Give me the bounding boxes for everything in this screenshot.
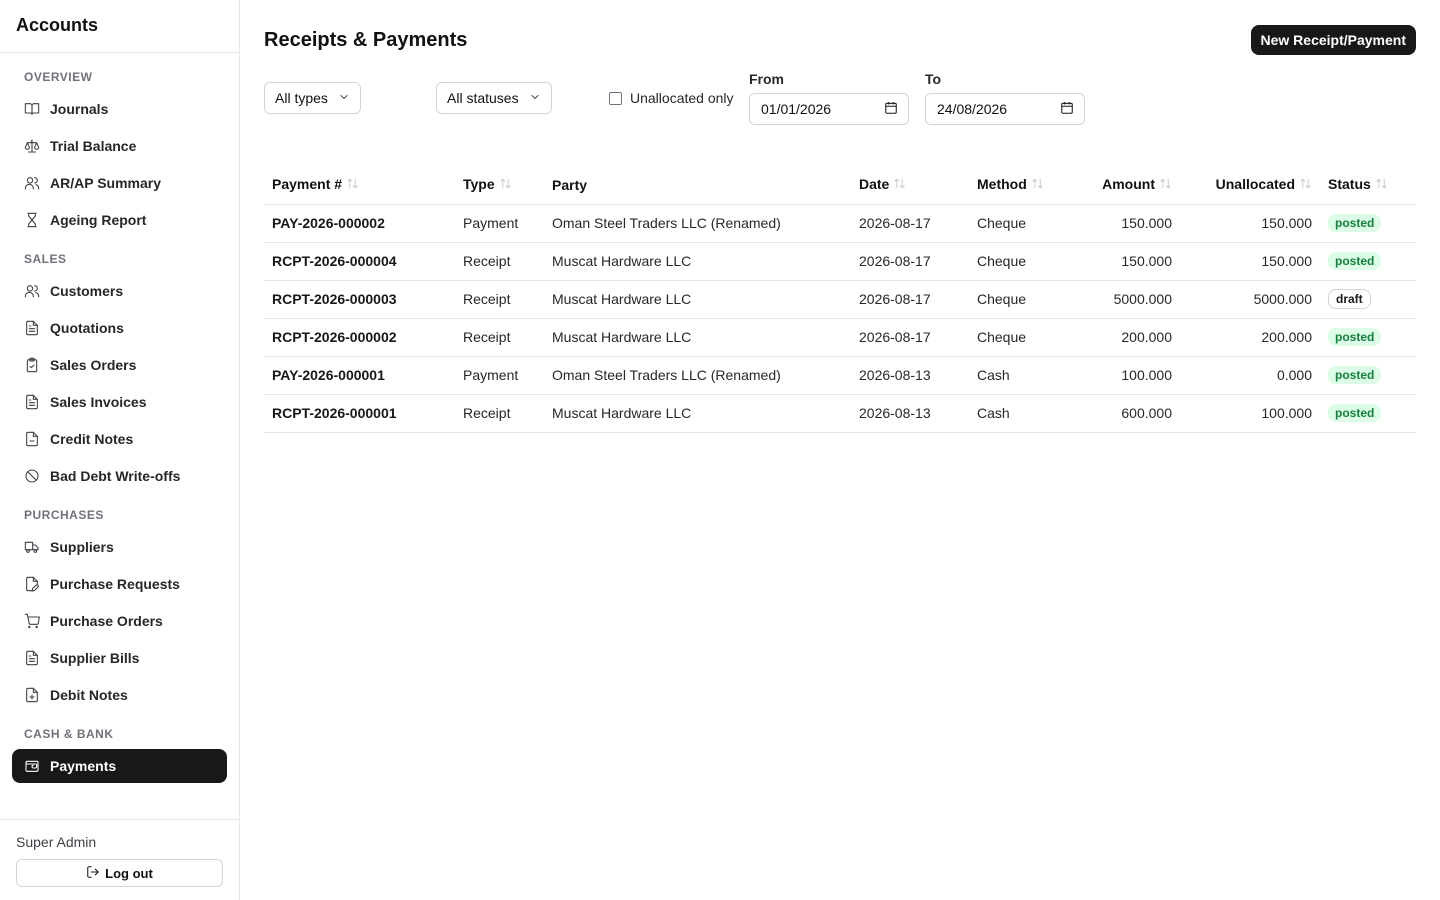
status-cell bbox=[1320, 242, 1416, 280]
sidebar-item-label: Suppliers bbox=[50, 539, 114, 555]
sort-icon[interactable] bbox=[1375, 177, 1388, 193]
from-date-value: 01/01/2026 bbox=[761, 101, 832, 117]
table-header-row bbox=[264, 166, 1416, 204]
status-badge: posted bbox=[1328, 404, 1381, 422]
column-header-label: Status bbox=[1328, 176, 1371, 193]
sidebar-nav bbox=[0, 53, 239, 819]
cell-unallocated: 5000.000 bbox=[1180, 280, 1320, 318]
column-header-party[interactable] bbox=[544, 166, 851, 204]
cell-date: 2026-08-17 bbox=[851, 242, 969, 280]
chevron-down-icon bbox=[338, 90, 350, 106]
from-date-input[interactable] bbox=[749, 93, 909, 125]
cell-payment[interactable]: PAY-2026-000001 bbox=[264, 356, 455, 394]
cell-method: Cash bbox=[969, 394, 1074, 432]
cell-type: Payment bbox=[455, 356, 544, 394]
cell-amount: 150.000 bbox=[1074, 204, 1180, 242]
sidebar-item-label: Payments bbox=[50, 758, 117, 774]
sidebar-item-label: Journals bbox=[50, 101, 109, 117]
sidebar-item-label: Sales Invoices bbox=[50, 394, 147, 410]
sidebar-item-trial-balance[interactable] bbox=[12, 129, 227, 163]
book-icon bbox=[24, 101, 40, 117]
sidebar-item-suppliers[interactable] bbox=[12, 530, 227, 564]
column-header-status[interactable] bbox=[1320, 166, 1416, 204]
table-row[interactable] bbox=[264, 242, 1416, 280]
column-header-method[interactable] bbox=[969, 166, 1074, 204]
cell-amount: 100.000 bbox=[1074, 356, 1180, 394]
sidebar-item-label: Sales Orders bbox=[50, 357, 137, 373]
nav-section-cash-bank bbox=[12, 718, 227, 783]
cell-unallocated: 0.000 bbox=[1180, 356, 1320, 394]
file-text-icon bbox=[24, 394, 40, 410]
sort-icon[interactable] bbox=[893, 177, 906, 193]
wallet-icon bbox=[24, 758, 40, 774]
type-filter-value: All types bbox=[275, 90, 328, 106]
status-cell bbox=[1320, 318, 1416, 356]
from-date-field bbox=[749, 71, 909, 125]
cell-date: 2026-08-13 bbox=[851, 394, 969, 432]
table-row[interactable] bbox=[264, 318, 1416, 356]
column-header-label: Payment # bbox=[272, 176, 343, 193]
sidebar-item-label: Ageing Report bbox=[50, 212, 147, 228]
column-header-date[interactable] bbox=[851, 166, 969, 204]
file-text-icon bbox=[24, 650, 40, 666]
column-header-unallocated[interactable] bbox=[1180, 166, 1320, 204]
cell-payment[interactable]: RCPT-2026-000003 bbox=[264, 280, 455, 318]
sidebar-item-purchase-requests[interactable] bbox=[12, 567, 227, 601]
table-row[interactable] bbox=[264, 280, 1416, 318]
cell-party: Muscat Hardware LLC bbox=[544, 318, 851, 356]
cell-unallocated: 150.000 bbox=[1180, 204, 1320, 242]
sidebar-item-journals[interactable] bbox=[12, 92, 227, 126]
sidebar-item-label: Quotations bbox=[50, 320, 124, 336]
status-cell bbox=[1320, 356, 1416, 394]
sidebar-item-customers[interactable] bbox=[12, 274, 227, 308]
sidebar-item-label: Purchase Requests bbox=[50, 576, 180, 592]
cell-unallocated: 150.000 bbox=[1180, 242, 1320, 280]
sidebar-footer bbox=[0, 819, 239, 900]
sort-icon[interactable] bbox=[1299, 177, 1312, 193]
sidebar-item-label: Credit Notes bbox=[50, 431, 134, 447]
status-badge: posted bbox=[1328, 366, 1381, 384]
file-text-icon bbox=[24, 320, 40, 336]
to-date-field bbox=[925, 71, 1085, 125]
app-title: Accounts bbox=[0, 0, 239, 53]
filters-bar bbox=[264, 68, 1416, 148]
nav-section-title: SALES bbox=[24, 252, 67, 266]
to-date-label: To bbox=[925, 71, 942, 87]
nav-section-title: CASH & BANK bbox=[24, 727, 114, 741]
cell-payment[interactable]: RCPT-2026-000001 bbox=[264, 394, 455, 432]
sidebar-item-debit-notes[interactable] bbox=[12, 678, 227, 712]
status-filter-select[interactable] bbox=[436, 82, 552, 114]
sidebar-item-label: Supplier Bills bbox=[50, 650, 140, 666]
sidebar-item-label: Trial Balance bbox=[50, 138, 137, 154]
table-row[interactable] bbox=[264, 204, 1416, 242]
page-header bbox=[264, 25, 1416, 55]
cell-type: Receipt bbox=[455, 280, 544, 318]
payments-table bbox=[264, 166, 1416, 433]
cell-party: Oman Steel Traders LLC (Renamed) bbox=[544, 204, 851, 242]
main-content bbox=[240, 0, 1440, 900]
logout-label: Log out bbox=[105, 865, 153, 881]
status-badge: posted bbox=[1328, 214, 1381, 232]
status-badge: posted bbox=[1328, 328, 1381, 346]
users-icon bbox=[24, 175, 40, 191]
unallocated-only-checkbox[interactable] bbox=[609, 92, 622, 105]
table-row[interactable] bbox=[264, 394, 1416, 432]
to-date-input[interactable] bbox=[925, 93, 1085, 125]
cell-unallocated: 200.000 bbox=[1180, 318, 1320, 356]
sidebar-item-credit-notes[interactable] bbox=[12, 422, 227, 456]
nav-section-purchases bbox=[12, 499, 227, 712]
type-filter-select[interactable] bbox=[264, 82, 361, 114]
column-header-label: Date bbox=[859, 176, 890, 193]
unallocated-only-filter bbox=[609, 90, 734, 106]
sidebar-item-payments[interactable] bbox=[12, 749, 227, 783]
sort-icon[interactable] bbox=[346, 177, 359, 193]
cell-party: Oman Steel Traders LLC (Renamed) bbox=[544, 356, 851, 394]
to-date-value: 24/08/2026 bbox=[937, 101, 1008, 117]
from-date-label: From bbox=[749, 71, 784, 87]
sidebar-item-label: Bad Debt Write-offs bbox=[50, 468, 181, 484]
status-cell bbox=[1320, 280, 1416, 318]
table-body bbox=[264, 204, 1416, 432]
column-header-label: Amount bbox=[1102, 176, 1155, 193]
status-cell bbox=[1320, 394, 1416, 432]
cell-date: 2026-08-17 bbox=[851, 280, 969, 318]
cell-unallocated: 100.000 bbox=[1180, 394, 1320, 432]
sidebar-item-ageing-report[interactable] bbox=[12, 203, 227, 237]
clipboard-check-icon bbox=[24, 357, 40, 373]
sidebar-item-ar-ap-summary[interactable] bbox=[12, 166, 227, 200]
new-receipt-payment-button[interactable]: New Receipt/Payment bbox=[1251, 25, 1417, 55]
column-header-label: Unallocated bbox=[1215, 176, 1295, 193]
column-header-type[interactable] bbox=[455, 166, 544, 204]
cell-method: Cheque bbox=[969, 318, 1074, 356]
table-row[interactable] bbox=[264, 356, 1416, 394]
sidebar-item-label: Debit Notes bbox=[50, 687, 128, 703]
status-badge: draft bbox=[1328, 289, 1371, 309]
scale-icon bbox=[24, 138, 40, 154]
nav-section-overview bbox=[12, 61, 227, 237]
cell-type: Receipt bbox=[455, 242, 544, 280]
ban-icon bbox=[24, 468, 40, 484]
sidebar-item-sales-invoices[interactable] bbox=[12, 385, 227, 419]
user-name: Super Admin bbox=[16, 834, 97, 850]
sidebar bbox=[0, 0, 240, 900]
cell-party: Muscat Hardware LLC bbox=[544, 394, 851, 432]
file-plus-icon bbox=[24, 687, 40, 703]
nav-section-title: PURCHASES bbox=[24, 508, 104, 522]
file-pen-icon bbox=[24, 576, 40, 592]
cell-amount: 150.000 bbox=[1074, 242, 1180, 280]
sidebar-item-label: Purchase Orders bbox=[50, 613, 163, 629]
calendar-icon[interactable] bbox=[1060, 101, 1074, 118]
sidebar-item-quotations[interactable] bbox=[12, 311, 227, 345]
column-header-amount[interactable] bbox=[1074, 166, 1180, 204]
status-badge: posted bbox=[1328, 252, 1381, 270]
cart-icon bbox=[24, 613, 40, 629]
cell-payment[interactable]: PAY-2026-000002 bbox=[264, 204, 455, 242]
sidebar-item-label: AR/AP Summary bbox=[50, 175, 162, 191]
cell-payment[interactable]: RCPT-2026-000004 bbox=[264, 242, 455, 280]
cell-amount: 5000.000 bbox=[1074, 280, 1180, 318]
sort-icon[interactable] bbox=[1159, 177, 1172, 193]
cell-method: Cheque bbox=[969, 204, 1074, 242]
cell-date: 2026-08-17 bbox=[851, 204, 969, 242]
cell-method: Cheque bbox=[969, 242, 1074, 280]
cell-date: 2026-08-13 bbox=[851, 356, 969, 394]
cell-amount: 200.000 bbox=[1074, 318, 1180, 356]
column-header-label: Type bbox=[463, 176, 495, 193]
column-header-label: Method bbox=[977, 176, 1027, 193]
sort-icon[interactable] bbox=[1031, 177, 1044, 193]
cell-method: Cheque bbox=[969, 280, 1074, 318]
cell-amount: 600.000 bbox=[1074, 394, 1180, 432]
hourglass-icon bbox=[24, 212, 40, 228]
page-title: Receipts & Payments bbox=[264, 28, 468, 51]
chevron-down-icon bbox=[529, 90, 541, 106]
cell-date: 2026-08-17 bbox=[851, 318, 969, 356]
column-header-payment[interactable] bbox=[264, 166, 455, 204]
calendar-icon[interactable] bbox=[884, 101, 898, 118]
sidebar-item-label: Customers bbox=[50, 283, 124, 299]
nav-section-title: OVERVIEW bbox=[24, 70, 93, 84]
cell-party: Muscat Hardware LLC bbox=[544, 280, 851, 318]
sidebar-item-bad-debt-write-offs[interactable] bbox=[12, 459, 227, 493]
cell-method: Cash bbox=[969, 356, 1074, 394]
cell-party: Muscat Hardware LLC bbox=[544, 242, 851, 280]
sidebar-item-purchase-orders[interactable] bbox=[12, 604, 227, 638]
unallocated-only-label: Unallocated only bbox=[630, 90, 734, 106]
sort-icon[interactable] bbox=[499, 177, 512, 193]
sidebar-item-supplier-bills[interactable] bbox=[12, 641, 227, 675]
nav-section-sales bbox=[12, 243, 227, 493]
cell-type: Receipt bbox=[455, 318, 544, 356]
truck-icon bbox=[24, 539, 40, 555]
cell-payment[interactable]: RCPT-2026-000002 bbox=[264, 318, 455, 356]
cell-type: Payment bbox=[455, 204, 544, 242]
sidebar-item-sales-orders[interactable] bbox=[12, 348, 227, 382]
status-filter-value: All statuses bbox=[447, 90, 519, 106]
status-cell bbox=[1320, 204, 1416, 242]
column-header-label: Party bbox=[552, 176, 588, 193]
logout-icon bbox=[86, 865, 100, 882]
file-minus-icon bbox=[24, 431, 40, 447]
logout-button[interactable] bbox=[16, 859, 223, 887]
cell-type: Receipt bbox=[455, 394, 544, 432]
users-icon bbox=[24, 283, 40, 299]
